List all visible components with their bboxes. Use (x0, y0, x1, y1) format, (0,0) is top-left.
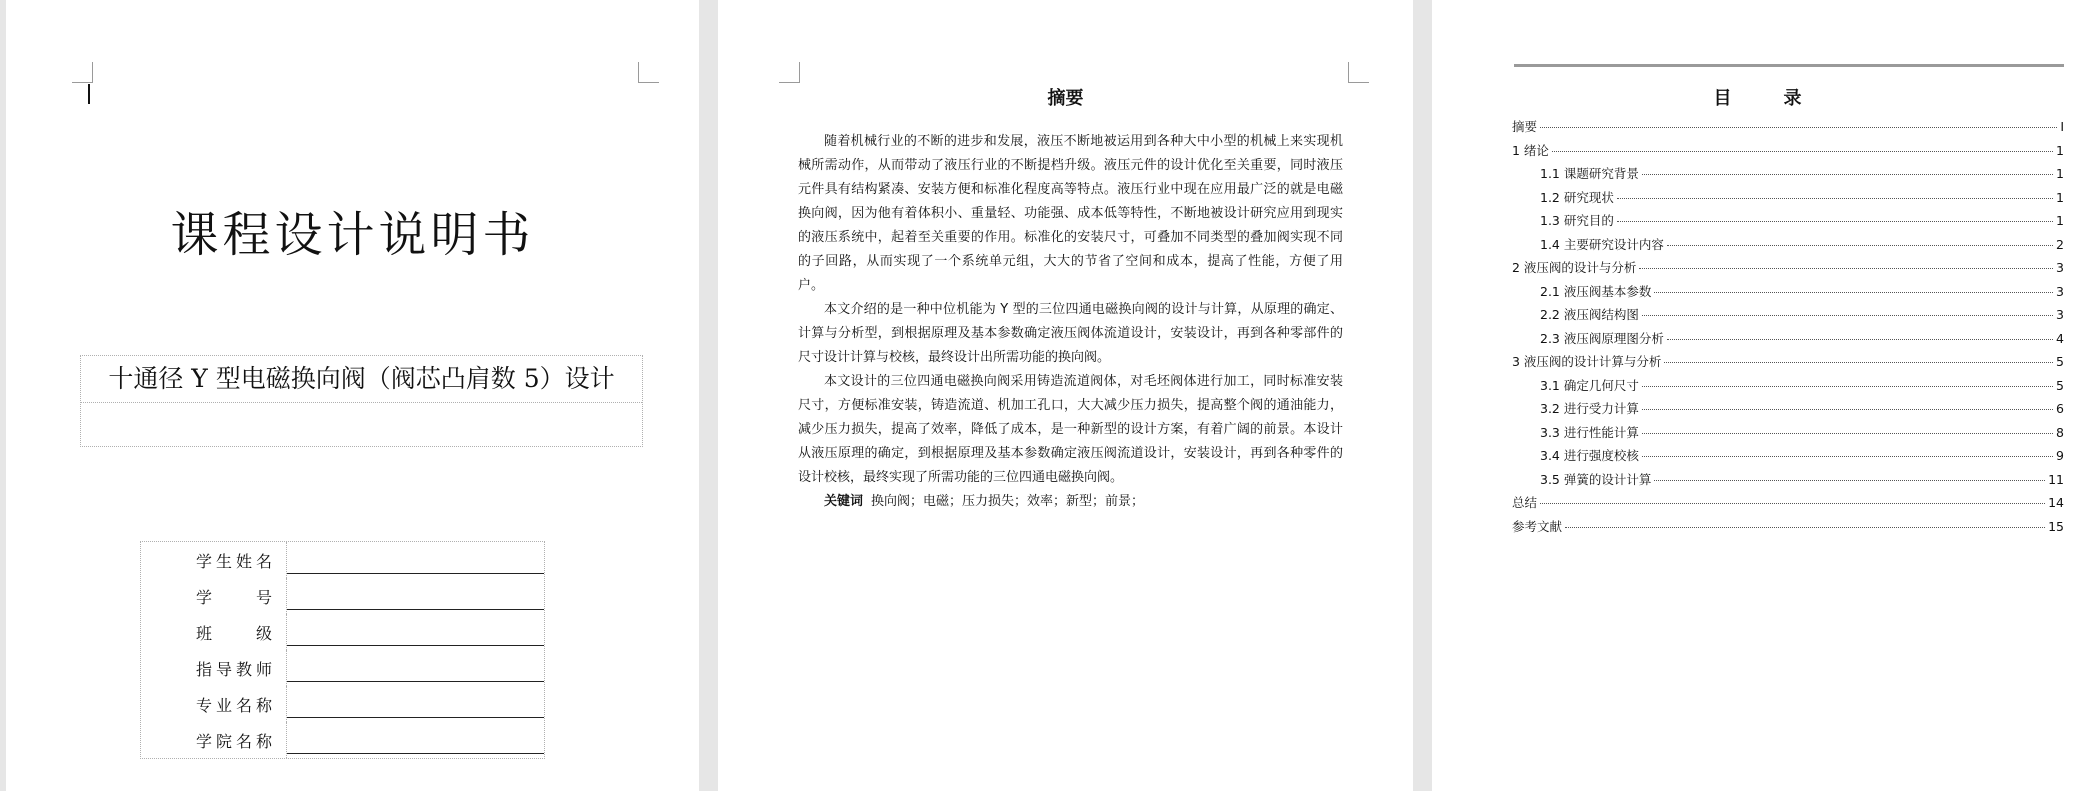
toc-entry-label[interactable]: 3.1 确定几何尺寸 (1540, 377, 1639, 393)
toc-entry[interactable] (1512, 141, 2064, 165)
toc-entry[interactable] (1512, 423, 2064, 447)
toc-entry-label[interactable]: 1.4 主要研究设计内容 (1540, 236, 1664, 252)
toc-entry[interactable] (1512, 188, 2064, 212)
toc-entry-page: 9 (2056, 448, 2064, 463)
toc-entry-label[interactable]: 2.1 液压阀基本参数 (1540, 283, 1652, 299)
toc-entry[interactable] (1512, 164, 2064, 188)
toc-entry[interactable] (1512, 493, 2064, 517)
toc-entry[interactable] (1512, 399, 2064, 423)
toc-entry[interactable] (1512, 329, 2064, 353)
margin-corner-mark (72, 62, 93, 83)
toc-entry[interactable] (1512, 282, 2064, 306)
abstract-paragraph: 本文介绍的是一种中位机能为 Y 型的三位四通电磁换向阀的设计与计算，从原理的确定、计算与分析型，到根据原理及基本参数确定液压阀体流道设计，安装设计，再到各种零部件的尺寸设计计算与校核，最终设计出所需功能的换向阀。 (798, 302, 1343, 365)
toc-entry[interactable] (1512, 235, 2064, 259)
toc-leader-dots (1540, 503, 2045, 504)
info-row (141, 686, 544, 722)
abstract-paragraph: 本文设计的三位四通电磁换向阀采用铸造流道阀体，对毛坯阀体进行加工，同时标准安装尺寸，方便标准安装，铸造流道、机加工孔口，大大减少压力损失，提高整个阀的通油能力，减少压力损失，提高了效率，降低了成本，是一种新型的设计方案，有着广阔的前景。本设计从液压原理的确定，到根据原理及基本参数确定液压阀流道设计，安装设计，再到各种零件的设计校核，最终实现了所需功能的三位四通电磁换向阀。 (798, 374, 1343, 485)
toc-entry-label[interactable]: 参考文献 (1512, 518, 1563, 534)
cover-page[interactable] (6, 0, 699, 791)
toc-entry-label[interactable]: 3.2 进行受力计算 (1540, 401, 1639, 416)
keywords-label: 关键词 (824, 494, 864, 509)
info-label-student-id: 学 号 (141, 578, 287, 614)
toc-leader-dots (1642, 456, 2053, 457)
toc-leader-dots (1667, 245, 2053, 246)
toc-leader-dots (1639, 268, 2053, 269)
abstract-paragraph: 随着机械行业的不断的进步和发展，液压不断地被运用到各种大中小型的机械上来实现机械所需动作，从而带动了液压行业的不断提档升级。液压元件的设计优化至关重要，同时液压元件具有结构紧凑、安装方便和标准化程度高等特点。液压行业中现在应用最广泛的就是电磁换向阀，因为他有着体积小、重量轻、功能强、成本低等特性，不断地被设计研究应用到现实的液压系统中，起着至关重要的作用。标准化的安装尺寸，可叠加不同类型的叠加阀实现不同的子回路，从而实现了一个系统单元组，大大的节省了空间和成本，提高了性能，方便了用户。 (798, 134, 1343, 293)
toc-entry-page: 6 (2056, 401, 2064, 416)
margin-corner-mark (638, 62, 659, 83)
toc-leader-dots (1642, 315, 2053, 316)
text-cursor (88, 84, 90, 104)
info-label-college: 学院名称 (141, 722, 287, 758)
toc-leader-dots (1654, 292, 2053, 293)
subject-box[interactable] (80, 355, 643, 447)
info-field-student-id[interactable] (287, 578, 544, 614)
info-label-major: 专业名称 (141, 686, 287, 722)
toc-entry[interactable] (1512, 305, 2064, 329)
toc-entry-page: 1 (2056, 189, 2064, 205)
subject-line[interactable]: 十通径 Y 型电磁换向阀（阀芯凸肩数 5）设计 (81, 356, 642, 403)
info-row (141, 578, 544, 614)
toc-entry-page: 1 (2056, 166, 2064, 181)
toc-entry-page: I (2060, 119, 2064, 134)
toc-entry-page: 5 (2056, 354, 2064, 369)
toc-entry-label[interactable]: 3.3 进行性能计算 (1540, 424, 1639, 440)
toc-entry-label[interactable]: 总结 (1512, 495, 1538, 510)
info-row (141, 650, 544, 686)
toc-leader-dots (1540, 127, 2057, 128)
toc-entry-label[interactable]: 3.5 弹簧的设计计算 (1540, 471, 1652, 487)
info-row (141, 722, 544, 758)
toc-leader-dots (1552, 151, 2053, 152)
abstract-page[interactable] (718, 0, 1413, 791)
toc-entry-page: 3 (2056, 260, 2064, 275)
toc-entry[interactable] (1512, 258, 2064, 282)
toc-page[interactable] (1432, 0, 2083, 791)
info-label-advisor: 指导教师 (141, 650, 287, 686)
keywords-line (798, 490, 1343, 514)
toc-entry[interactable] (1512, 352, 2064, 376)
toc-leader-dots (1617, 198, 2053, 199)
keywords-text: 换向阀；电磁；压力损失；效率；新型；前景； (871, 494, 1145, 509)
info-label-student-name: 学生姓名 (141, 542, 287, 578)
toc-entry-page: 4 (2056, 330, 2064, 346)
toc-entry-page: 14 (2048, 495, 2064, 510)
toc-entry-label[interactable]: 1 绪论 (1512, 142, 1549, 158)
toc-entry[interactable] (1512, 117, 2064, 141)
toc-leader-dots (1617, 221, 2053, 222)
toc-entry-label[interactable]: 2 液压阀的设计与分析 (1512, 260, 1637, 275)
toc-leader-dots (1642, 433, 2053, 434)
abstract-body (798, 130, 1343, 514)
toc-entry-page: 8 (2056, 424, 2064, 440)
toc-title: 目录 (1713, 88, 1854, 109)
toc-entry[interactable] (1512, 517, 2064, 541)
toc-list (1512, 117, 2064, 540)
info-field-advisor[interactable] (287, 650, 544, 686)
toc-entry-label[interactable]: 3.4 进行强度校核 (1540, 448, 1639, 463)
toc-leader-dots (1565, 527, 2045, 528)
toc-entry-page: 3 (2056, 307, 2064, 322)
toc-entry[interactable] (1512, 446, 2064, 470)
cover-title: 课程设计说明书 (170, 207, 535, 263)
toc-entry-label[interactable]: 1.1 课题研究背景 (1540, 166, 1639, 181)
margin-corner-mark (1348, 62, 1369, 83)
toc-entry-label[interactable]: 摘要 (1512, 119, 1538, 134)
toc-entry-page: 3 (2056, 283, 2064, 299)
info-label-class: 班 级 (141, 614, 287, 650)
student-info-table (140, 541, 545, 759)
toc-leader-dots (1642, 174, 2053, 175)
info-row (141, 542, 544, 578)
margin-corner-mark (779, 62, 800, 83)
toc-entry-label[interactable]: 1.3 研究目的 (1540, 213, 1614, 228)
toc-entry-page: 2 (2056, 236, 2064, 252)
toc-leader-dots (1642, 386, 2053, 387)
toc-entry-label[interactable]: 2.2 液压阀结构图 (1540, 307, 1639, 322)
info-field-class[interactable] (287, 614, 544, 650)
info-field-major[interactable] (287, 686, 544, 722)
toc-entry-label[interactable]: 1.2 研究现状 (1540, 189, 1614, 205)
toc-entry-label[interactable]: 3 液压阀的设计计算与分析 (1512, 354, 1662, 369)
toc-leader-dots (1642, 409, 2053, 410)
info-field-college[interactable] (287, 722, 544, 758)
info-field-student-name[interactable] (287, 542, 544, 578)
toc-leader-dots (1664, 362, 2053, 363)
toc-entry-page: 5 (2056, 377, 2064, 393)
toc-entry-label[interactable]: 2.3 液压阀原理图分析 (1540, 330, 1664, 346)
toc-entry-page: 11 (2048, 471, 2064, 487)
header-rule (1514, 64, 2064, 67)
toc-leader-dots (1667, 339, 2053, 340)
abstract-title: 摘要 (1047, 88, 1084, 109)
toc-entry-page: 1 (2056, 142, 2064, 158)
toc-entry[interactable] (1512, 376, 2064, 400)
info-row (141, 614, 544, 650)
toc-entry[interactable] (1512, 470, 2064, 494)
toc-leader-dots (1654, 480, 2045, 481)
toc-entry[interactable] (1512, 211, 2064, 235)
toc-entry-page: 1 (2056, 213, 2064, 228)
toc-entry-page: 15 (2048, 518, 2064, 534)
